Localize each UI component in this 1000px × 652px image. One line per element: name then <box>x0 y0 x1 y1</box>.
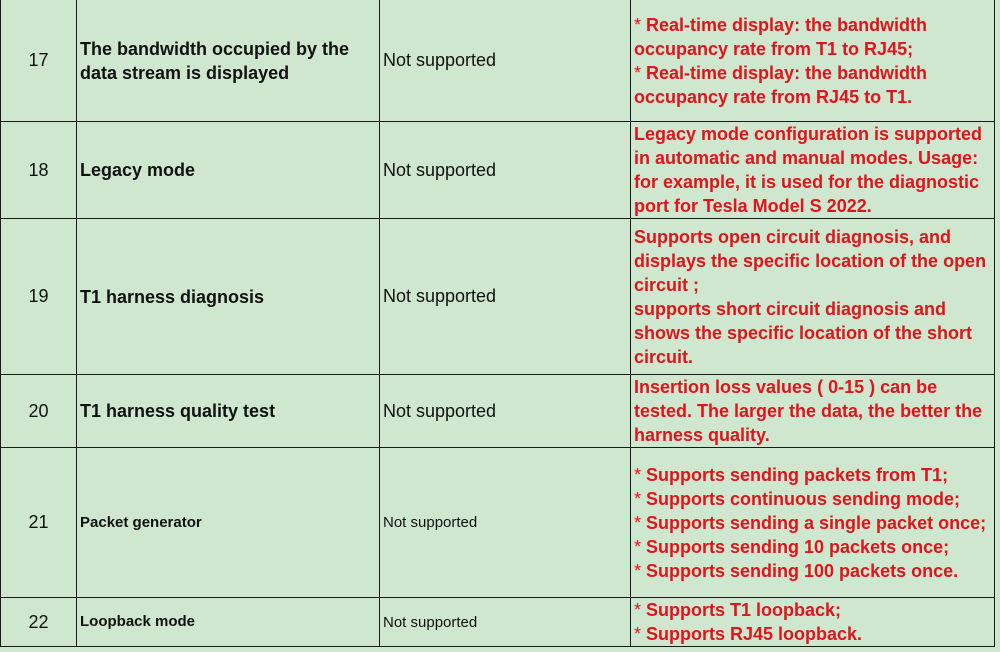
description-line <box>634 345 994 369</box>
description-line <box>634 487 994 511</box>
description-line <box>634 37 994 61</box>
description-line <box>634 146 994 170</box>
asterisk-bullet-icon: * <box>634 512 647 533</box>
new-support-description <box>631 598 995 647</box>
description-text: Supports sending packets from T1; <box>646 464 949 485</box>
row-number <box>1 122 77 219</box>
asterisk-bullet-icon: * <box>634 600 647 620</box>
row-number-label: 17 <box>28 50 49 70</box>
feature-name <box>77 0 380 122</box>
new-support-description <box>631 122 995 219</box>
previous-support <box>380 0 631 122</box>
description-line <box>634 61 994 85</box>
asterisk-bullet-icon: * <box>634 624 647 644</box>
previous-support-label: Not supported <box>383 159 497 180</box>
feature-name <box>77 219 380 375</box>
new-support-description <box>631 219 995 375</box>
table-row <box>1 0 995 122</box>
description-text: Supports sending 10 packets once; <box>646 536 950 557</box>
table-row <box>1 375 995 448</box>
description-line <box>634 122 994 146</box>
description-text: tested. The larger the data, the better the <box>634 401 983 421</box>
description-text: Real-time display: the bandwidth <box>646 62 928 83</box>
previous-support <box>380 219 631 375</box>
asterisk-bullet-icon: * <box>634 560 647 581</box>
description-line <box>634 225 994 249</box>
description-text: circuit. <box>634 346 694 367</box>
description-line <box>634 535 994 559</box>
description-text: shows the specific location of the short <box>634 322 973 343</box>
previous-support <box>380 448 631 598</box>
description-line <box>634 423 994 447</box>
description-line <box>634 249 994 273</box>
description-text: Supports open circuit diagnosis, and <box>634 226 952 247</box>
new-support-description <box>631 375 995 448</box>
row-number-label: 19 <box>28 286 49 306</box>
feature-name-line: data stream is displayed <box>80 62 290 83</box>
description-line <box>634 170 994 194</box>
feature-name <box>77 598 380 647</box>
previous-support <box>380 122 631 219</box>
row-number <box>1 598 77 647</box>
previous-support-label: Not supported <box>383 514 478 531</box>
previous-support-label: Not supported <box>383 400 497 421</box>
feature-name-line: Packet generator <box>80 513 202 531</box>
row-number-label: 22 <box>28 611 49 632</box>
previous-support-label: Not supported <box>383 613 478 631</box>
row-number <box>1 0 77 122</box>
description-text: Real-time display: the bandwidth <box>646 14 928 35</box>
description-line <box>634 511 994 535</box>
description-line <box>634 463 994 487</box>
row-number <box>1 219 77 375</box>
description-text: Supports RJ45 loopback. <box>646 624 863 644</box>
description-text: for example, it is used for the diagnostic <box>634 172 980 192</box>
description-text: port for Tesla Model S 2022. <box>634 196 872 216</box>
description-text: circuit ; <box>634 274 700 295</box>
description-line <box>634 297 994 321</box>
asterisk-bullet-icon: * <box>634 536 647 557</box>
asterisk-bullet-icon: * <box>634 14 647 35</box>
description-text: occupancy rate from T1 to RJ45; <box>634 38 914 59</box>
asterisk-bullet-icon: * <box>634 62 647 83</box>
description-text: Supports T1 loopback; <box>646 600 842 620</box>
feature-name <box>77 448 380 598</box>
description-line <box>634 13 994 37</box>
asterisk-bullet-icon: * <box>634 488 647 509</box>
description-text: Insertion loss values ( 0-15 ) can be <box>634 377 938 397</box>
new-support-description <box>631 0 995 122</box>
description-line <box>634 321 994 345</box>
table-row <box>1 448 995 598</box>
asterisk-bullet-icon: * <box>634 464 647 485</box>
description-line <box>634 559 994 583</box>
description-line <box>634 273 994 297</box>
description-text: in automatic and manual modes. Usage: <box>634 148 979 168</box>
feature-name-line: The bandwidth occupied by the <box>80 38 350 59</box>
description-text: occupancy rate from RJ45 to T1. <box>634 86 913 107</box>
previous-support <box>380 598 631 647</box>
feature-name <box>77 122 380 219</box>
previous-support <box>380 375 631 448</box>
feature-name-line: T1 harness quality test <box>80 401 276 421</box>
previous-support-label: Not supported <box>383 50 497 70</box>
row-number-label: 21 <box>28 512 49 532</box>
previous-support-label: Not supported <box>383 286 497 306</box>
description-line <box>634 399 994 423</box>
description-text: supports short circuit diagnosis and <box>634 298 947 319</box>
description-text: displays the specific location of the open <box>634 250 987 271</box>
description-line <box>634 85 994 109</box>
description-line <box>634 194 994 218</box>
description-line <box>634 622 994 646</box>
table-row <box>1 219 995 375</box>
description-text: Legacy mode configuration is supported <box>634 124 983 144</box>
description-text: Supports continuous sending mode; <box>646 488 961 509</box>
feature-name-line: T1 harness diagnosis <box>80 286 265 307</box>
description-line <box>634 598 994 622</box>
new-support-description <box>631 448 995 598</box>
row-number <box>1 375 77 448</box>
description-text: harness quality. <box>634 425 770 445</box>
table-row <box>1 598 995 647</box>
feature-name-line: Loopback mode <box>80 613 196 630</box>
feature-name <box>77 375 380 448</box>
row-number-label: 20 <box>28 400 49 421</box>
description-text: Supports sending a single packet once; <box>646 512 987 533</box>
row-number-label: 18 <box>28 159 49 180</box>
description-line <box>634 375 994 399</box>
table-row <box>1 122 995 219</box>
row-number <box>1 448 77 598</box>
feature-name-line: Legacy mode <box>80 160 196 180</box>
description-text: Supports sending 100 packets once. <box>646 560 959 581</box>
